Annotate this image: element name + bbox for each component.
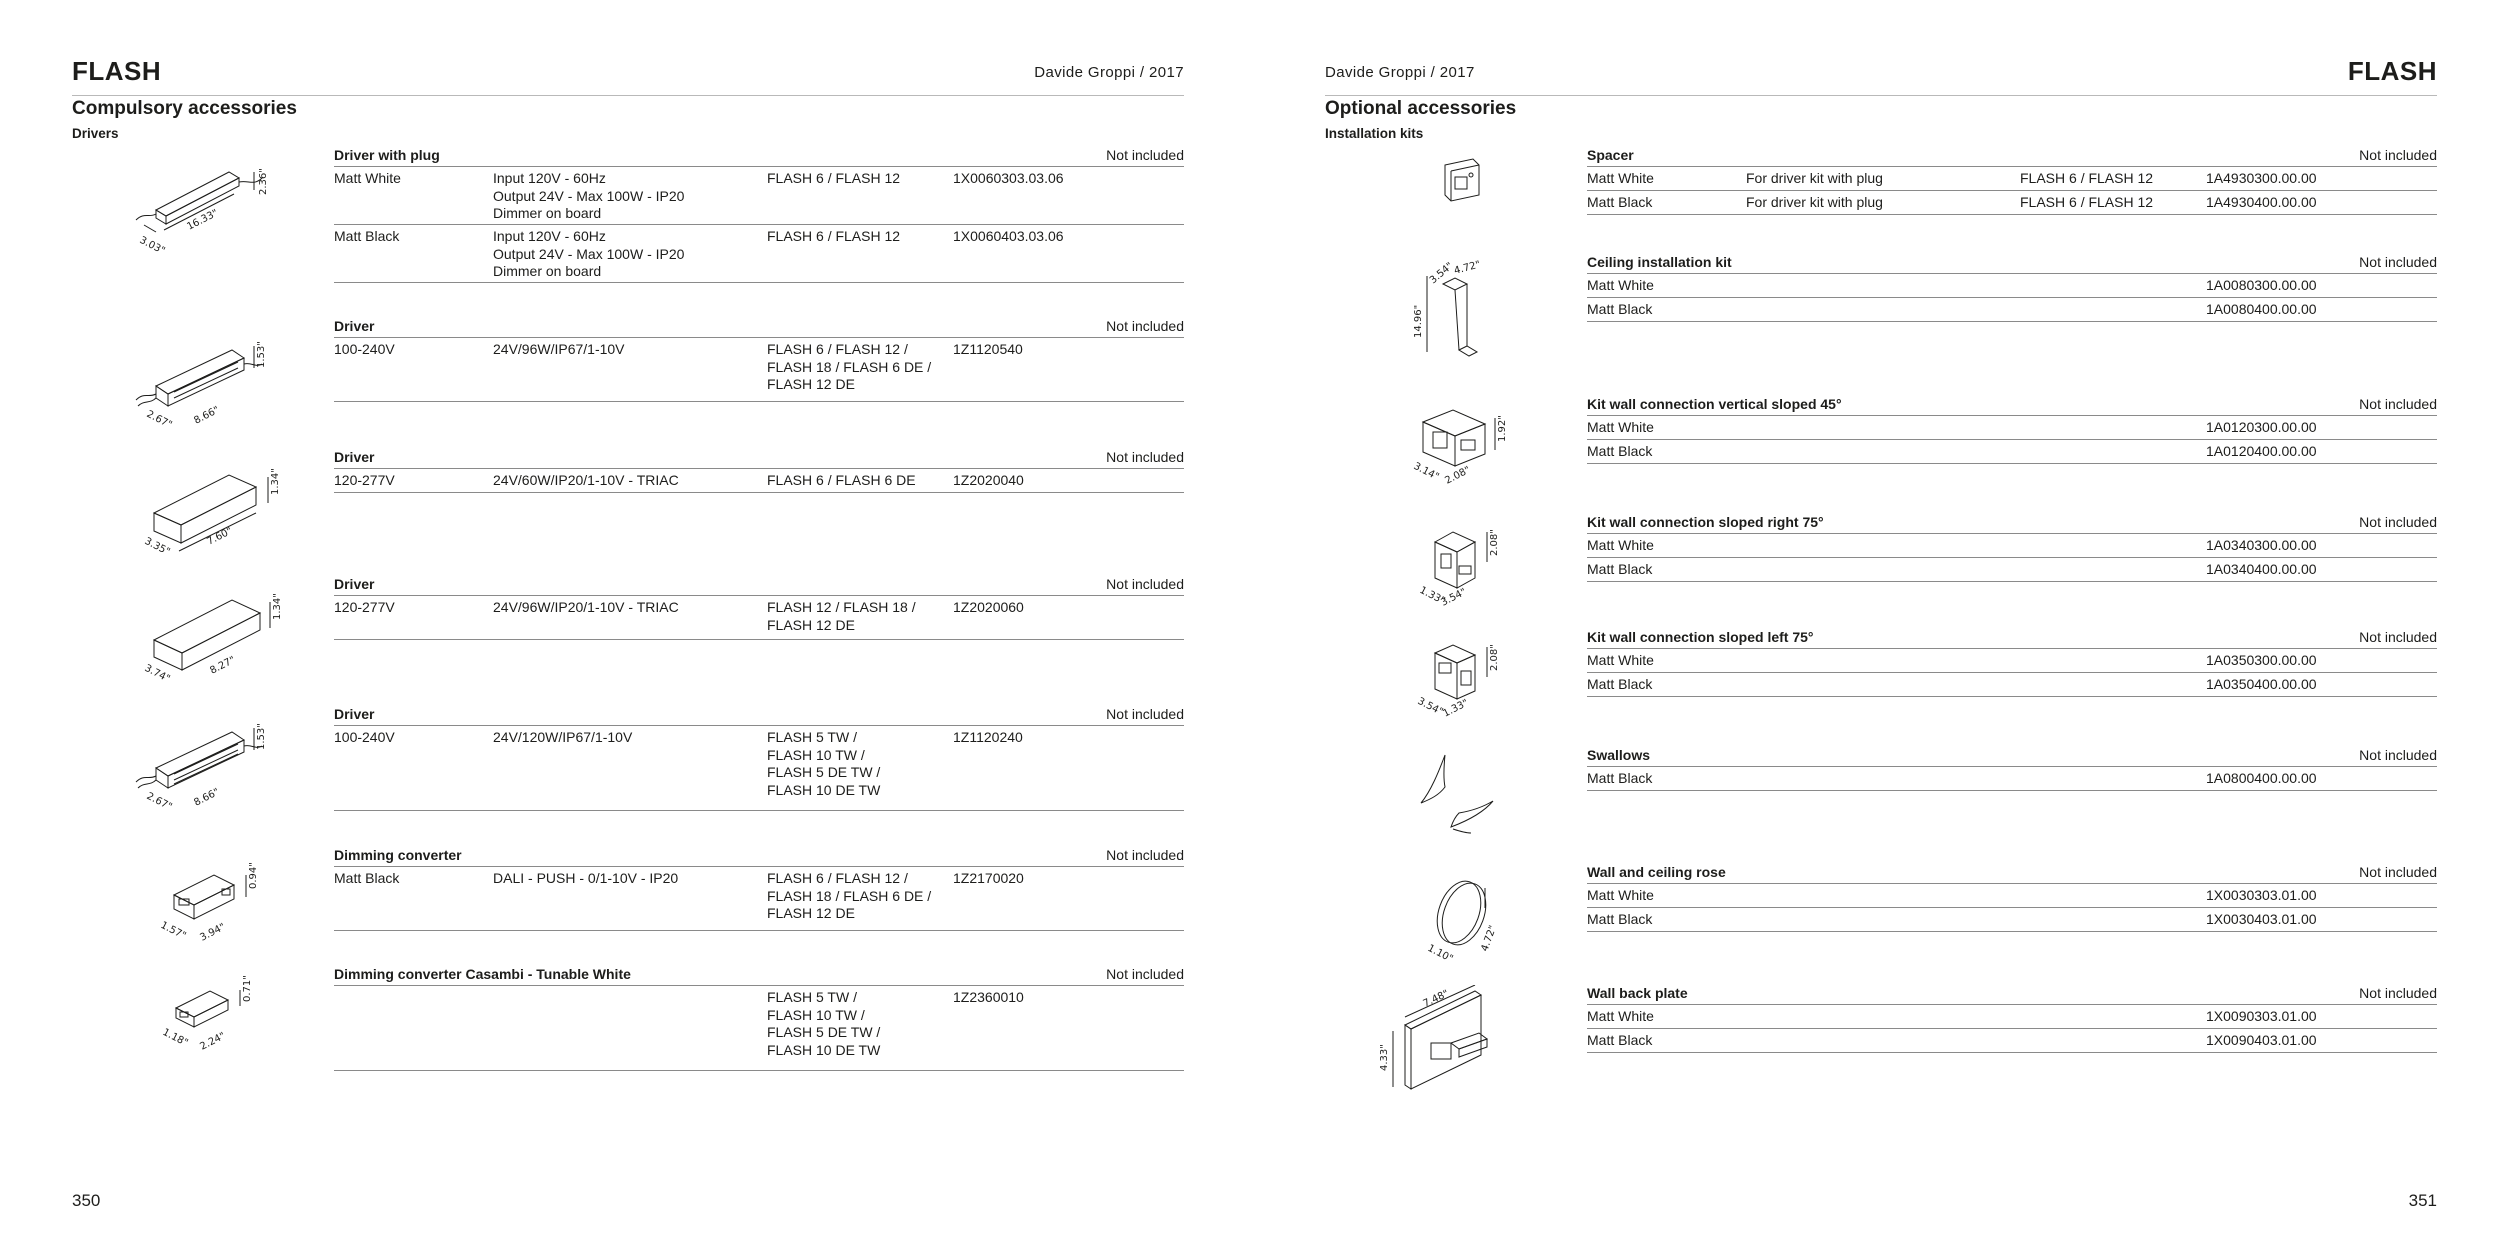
product-spec-block (1587, 983, 2437, 1053)
spec-cell: 24V/96W/IP20/1-10V - TRIAC (493, 599, 679, 615)
product-header (334, 316, 1184, 338)
product-title: Driver (334, 706, 375, 722)
finish-cell: Matt White (1587, 652, 1654, 668)
product-drawing (134, 958, 284, 1068)
table-row (1587, 673, 2437, 697)
page-header (1325, 56, 2437, 96)
product-header (1587, 983, 2437, 1005)
dimension-label: 1.34" (270, 468, 281, 495)
spec-cell: 24V/60W/IP20/1-10V - TRIAC (493, 472, 679, 488)
included-status: Not included (2359, 864, 2437, 880)
table-row (1587, 191, 2437, 215)
included-status: Not included (2359, 747, 2437, 763)
table-row (334, 596, 1184, 640)
code-cell: 1A0080400.00.00 (2206, 301, 2317, 317)
product-title: Driver (334, 576, 375, 592)
product-drawing (134, 453, 284, 563)
subsection-title: Installation kits (1325, 126, 1424, 141)
product-title: Dimming converter (334, 847, 462, 863)
dimension-label: 2.08" (1443, 464, 1473, 487)
product-spec-block (334, 574, 1184, 640)
dimension-label: 8.66" (192, 404, 222, 427)
compatibility-cell: FLASH 6 / FLASH 12 / FLASH 18 / FLASH 6 DE / FLASH 12 DE (767, 341, 932, 392)
included-status: Not included (1106, 966, 1184, 982)
finish-cell: Matt White (1587, 887, 1654, 903)
product-header (1587, 745, 2437, 767)
code-cell: 1A0080300.00.00 (2206, 277, 2317, 293)
table-row (1587, 1029, 2437, 1053)
compatibility-cell: FLASH 6 / FLASH 12 (767, 228, 901, 244)
included-status: Not included (2359, 514, 2437, 530)
finish-cell: Matt White (1587, 170, 1654, 186)
included-status: Not included (2359, 147, 2437, 163)
code-cell: 1X0060403.03.06 (953, 228, 1064, 244)
compatibility-cell: FLASH 6 / FLASH 12 (2020, 194, 2154, 210)
code-cell: 1A0800400.00.00 (2206, 770, 2317, 786)
product-header (1587, 394, 2437, 416)
product-drawing (134, 328, 284, 438)
product-header (1587, 512, 2437, 534)
product-title: Driver (334, 449, 375, 465)
product-drawing (1387, 751, 1537, 861)
finish-cell: Matt White (1587, 419, 1654, 435)
code-cell: 1A0340300.00.00 (2206, 537, 2317, 553)
section-title: Compulsory accessories (72, 98, 297, 119)
code-cell: 1A4930400.00.00 (2206, 194, 2317, 210)
brand-title: FLASH (2347, 56, 2437, 86)
finish-cell: Matt Black (1587, 194, 1653, 210)
product-drawing (1387, 512, 1537, 622)
brand-title: FLASH (72, 56, 162, 86)
table-row (334, 867, 1184, 931)
code-cell: 1A0340400.00.00 (2206, 561, 2317, 577)
compatibility-cell: FLASH 6 / FLASH 12 (2020, 170, 2154, 186)
finish-cell: Matt Black (334, 228, 400, 244)
product-drawing (134, 150, 284, 260)
code-cell: 1A0350400.00.00 (2206, 676, 2317, 692)
voltage-cell: 120-277V (334, 599, 395, 615)
finish-cell: Matt White (1587, 537, 1654, 553)
code-cell: 1X0090303.01.00 (2206, 1008, 2317, 1024)
dimension-label: 3.94" (198, 921, 228, 944)
dimension-label: 1.53" (256, 341, 267, 368)
code-cell: 1Z2170020 (953, 870, 1024, 886)
finish-cell: Matt Black (1587, 561, 1653, 577)
table-row (334, 726, 1184, 811)
dimension-label: 7.48" (1421, 988, 1451, 1010)
dimension-label: 1.53" (256, 723, 267, 750)
dimension-label: 1.18" (160, 1026, 190, 1049)
dimension-label: 0.71" (242, 975, 253, 1002)
spec-cell: 24V/120W/IP67/1-10V (493, 729, 633, 745)
product-header (334, 574, 1184, 596)
dimension-label: 2.67" (144, 790, 174, 813)
product-drawing (1375, 985, 1525, 1095)
table-row (334, 986, 1184, 1071)
table-row (1587, 884, 2437, 908)
dimension-label: 3.03" (137, 234, 167, 257)
included-status: Not included (1106, 318, 1184, 334)
compatibility-cell: FLASH 5 TW / FLASH 10 TW / FLASH 5 DE TW / FLASH 10 DE TW (767, 729, 881, 798)
dimension-label: 16.33" (185, 207, 220, 233)
spec-cell: For driver kit with plug (1746, 170, 1883, 186)
table-row (1587, 558, 2437, 582)
code-cell: 1Z2020060 (953, 599, 1024, 615)
included-status: Not included (1106, 449, 1184, 465)
table-row (1587, 298, 2437, 322)
product-spec-block (1587, 145, 2437, 215)
dimension-label: 3.54" (1427, 260, 1456, 287)
product-title: Driver with plug (334, 147, 440, 163)
table-row (334, 469, 1184, 493)
spec-cell: DALI - PUSH - 0/1-10V - IP20 (493, 870, 679, 886)
product-spec-block (334, 316, 1184, 402)
code-cell: 1A0120300.00.00 (2206, 419, 2317, 435)
product-title: Wall and ceiling rose (1587, 864, 1726, 880)
product-spec-block (334, 845, 1184, 931)
product-title: Ceiling installation kit (1587, 254, 1732, 270)
code-cell: 1X0030303.01.00 (2206, 887, 2317, 903)
table-row (1587, 649, 2437, 673)
product-drawing (1387, 627, 1537, 737)
product-drawing (134, 710, 284, 820)
table-row (1587, 1005, 2437, 1029)
product-spec-block (1587, 252, 2437, 322)
dimension-label: 2.67" (144, 408, 174, 431)
product-title: Kit wall connection vertical sloped 45° (1587, 396, 1842, 412)
dimension-label: 2.36" (258, 168, 269, 195)
designer-credit: Davide Groppi / 2017 (1325, 64, 1475, 81)
dimension-label: 1.92" (1497, 415, 1508, 442)
product-spec-block (334, 964, 1184, 1071)
code-cell: 1Z1120240 (953, 729, 1023, 745)
table-row (1587, 534, 2437, 558)
product-header (334, 704, 1184, 726)
dimension-label: 3.35" (142, 535, 172, 558)
code-cell: 1X0060303.03.06 (953, 170, 1064, 186)
finish-cell: Matt Black (1587, 770, 1653, 786)
page-number: 350 (72, 1191, 101, 1210)
included-status: Not included (1106, 847, 1184, 863)
finish-cell: Matt Black (1587, 443, 1653, 459)
dimension-label: 8.66" (192, 786, 222, 809)
spec-cell: 24V/96W/IP67/1-10V (493, 341, 625, 357)
spec-cell: Input 120V - 60Hz Output 24V - Max 100W - IP20 Dimmer on board (493, 170, 685, 221)
product-header (334, 845, 1184, 867)
included-status: Not included (2359, 629, 2437, 645)
included-status: Not included (2359, 254, 2437, 270)
dimension-label: 3.74" (142, 662, 172, 685)
included-status: Not included (2359, 985, 2437, 1001)
product-spec-block (334, 447, 1184, 493)
dimension-label: 7.60" (205, 525, 235, 548)
included-status: Not included (1106, 576, 1184, 592)
table-row (1587, 440, 2437, 464)
included-status: Not included (1106, 147, 1184, 163)
product-spec-block (1587, 862, 2437, 932)
product-title: Kit wall connection sloped right 75° (1587, 514, 1824, 530)
product-header (1587, 627, 2437, 649)
dimension-label: 1.57" (158, 919, 188, 942)
product-drawing (134, 578, 284, 688)
subsection-title: Drivers (72, 126, 119, 141)
included-status: Not included (1106, 706, 1184, 722)
included-status: Not included (2359, 396, 2437, 412)
finish-cell: Matt White (1587, 277, 1654, 293)
finish-cell: Matt White (1587, 1008, 1654, 1024)
dimension-label: 2.08" (1489, 529, 1500, 556)
table-row (1587, 416, 2437, 440)
voltage-cell: 100-240V (334, 341, 395, 357)
dimension-label: 1.34" (272, 593, 283, 620)
dimension-label: 2.24" (198, 1030, 228, 1053)
code-cell: 1X0030403.01.00 (2206, 911, 2317, 927)
product-spec-block (1587, 512, 2437, 582)
product-title: Swallows (1587, 747, 1651, 763)
right-page (1325, 0, 2437, 1250)
product-title: Wall back plate (1587, 985, 1688, 1001)
product-drawing (1387, 868, 1537, 978)
product-title: Kit wall connection sloped left 75° (1587, 629, 1814, 645)
finish-cell: Matt White (334, 170, 401, 186)
table-row (1587, 167, 2437, 191)
product-drawing (1387, 394, 1537, 504)
finish-cell: Matt Black (1587, 301, 1653, 317)
product-spec-block (1587, 745, 2437, 791)
dimension-label: 3.54" (1439, 586, 1469, 609)
dimension-label: 2.08" (1489, 644, 1500, 671)
product-spec-block (1587, 394, 2437, 464)
code-cell: 1Z1120540 (953, 341, 1023, 357)
product-header (334, 447, 1184, 469)
voltage-cell: 120-277V (334, 472, 395, 488)
dimension-label: 1.10" (1425, 942, 1455, 965)
compatibility-cell: FLASH 6 / FLASH 12 / FLASH 18 / FLASH 6 DE / FLASH 12 DE (767, 870, 932, 921)
compatibility-cell: FLASH 5 TW / FLASH 10 TW / FLASH 5 DE TW / FLASH 10 DE TW (767, 989, 881, 1058)
code-cell: 1A0350300.00.00 (2206, 652, 2317, 668)
finish-cell: Matt Black (1587, 911, 1653, 927)
product-drawing (1387, 258, 1537, 368)
table-row (1587, 767, 2437, 791)
designer-credit: Davide Groppi / 2017 (1034, 64, 1184, 81)
section-title: Optional accessories (1325, 98, 1517, 119)
code-cell: 1Z2360010 (953, 989, 1024, 1005)
product-header (1587, 252, 2437, 274)
code-cell: 1A0120400.00.00 (2206, 443, 2317, 459)
code-cell: 1Z2020040 (953, 472, 1024, 488)
product-spec-block (334, 704, 1184, 811)
table-row (334, 225, 1184, 283)
spec-cell: For driver kit with plug (1746, 194, 1883, 210)
page-header (72, 56, 1184, 96)
code-cell: 1X0090403.01.00 (2206, 1032, 2317, 1048)
code-cell: 1A4930300.00.00 (2206, 170, 2317, 186)
compatibility-cell: FLASH 6 / FLASH 6 DE (767, 472, 916, 488)
dimension-label: 1.33" (1441, 697, 1471, 720)
finish-cell: Matt Black (1587, 676, 1653, 692)
table-row (1587, 274, 2437, 298)
product-header (1587, 145, 2437, 167)
dimension-label: 4.72" (1452, 259, 1482, 277)
product-header (334, 145, 1184, 167)
table-row (334, 167, 1184, 225)
table-row (334, 338, 1184, 402)
product-title: Driver (334, 318, 375, 334)
dimension-label: 8.27" (208, 654, 238, 677)
product-header (334, 964, 1184, 986)
table-row (1587, 908, 2437, 932)
product-title: Dimming converter Casambi - Tunable White (334, 966, 631, 982)
product-drawing (1387, 145, 1537, 255)
product-spec-block (334, 145, 1184, 283)
dimension-label: 1.33" (1417, 584, 1447, 607)
dimension-label: 0.94" (248, 862, 259, 889)
left-page (72, 0, 1184, 1250)
compatibility-cell: FLASH 12 / FLASH 18 / FLASH 12 DE (767, 599, 916, 633)
product-header (1587, 862, 2437, 884)
product-spec-block (1587, 627, 2437, 697)
product-drawing (134, 845, 284, 955)
page-number: 351 (2408, 1191, 2437, 1210)
dimension-label: 4.33" (1379, 1044, 1390, 1071)
dimension-label: 14.96" (1413, 304, 1424, 338)
dimension-label: 3.14" (1411, 460, 1441, 483)
finish-cell: Matt Black (334, 870, 400, 886)
compatibility-cell: FLASH 6 / FLASH 12 (767, 170, 901, 186)
spec-cell: Input 120V - 60Hz Output 24V - Max 100W - IP20 Dimmer on board (493, 228, 685, 279)
voltage-cell: 100-240V (334, 729, 395, 745)
dimension-label: 4.72" (1479, 924, 1500, 954)
finish-cell: Matt Black (1587, 1032, 1653, 1048)
product-title: Spacer (1587, 147, 1634, 163)
dimension-label: 3.54" (1415, 695, 1445, 718)
